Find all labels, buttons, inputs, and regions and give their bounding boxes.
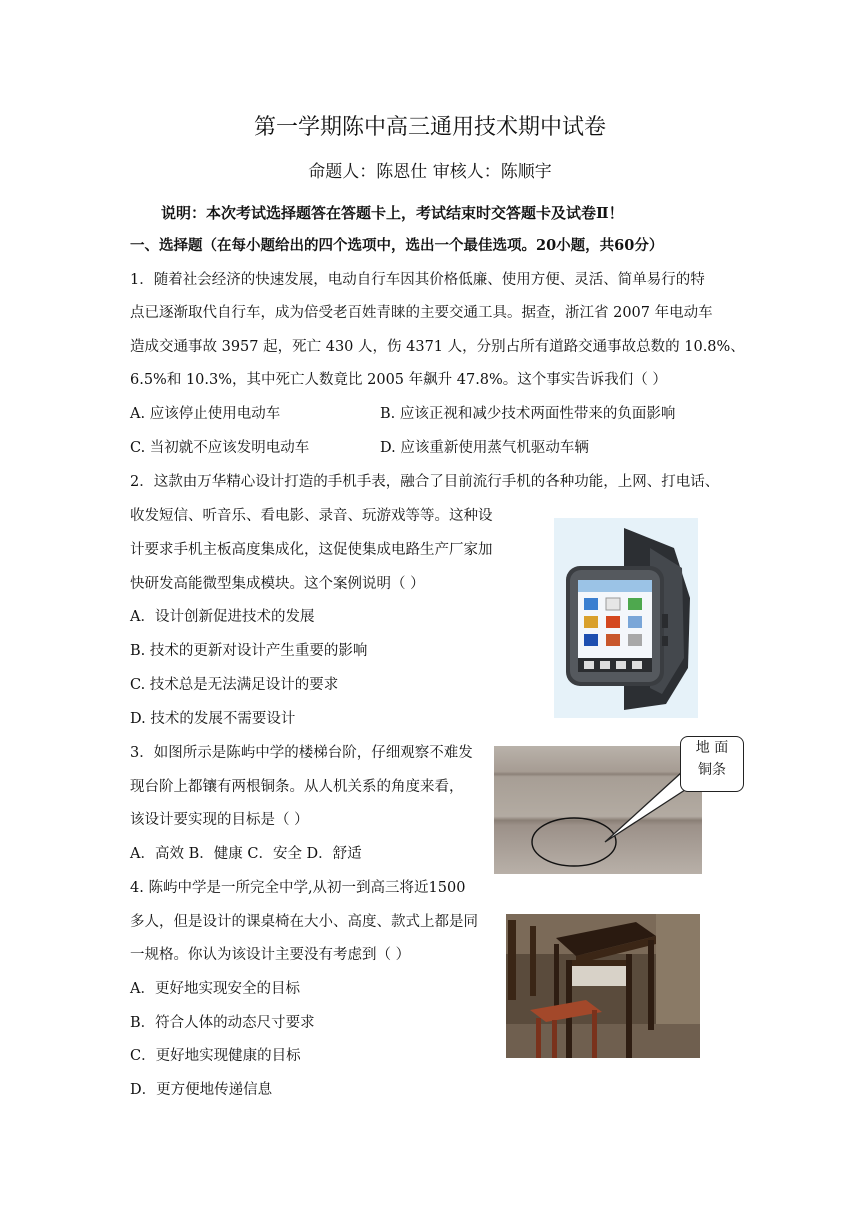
section-heading: 一、选择题（在每小题给出的四个选项中，选出一个最佳选项。20小题，共60分）	[130, 237, 664, 254]
q2-line: 收发短信、听音乐、看电影、录音、玩游戏等等。这种设	[130, 508, 493, 524]
q2-option-c: C. 技术总是无法满足设计的要求	[130, 677, 339, 693]
q4-option-a: A．更好地实现安全的目标	[130, 981, 300, 997]
q3-line: 该设计要实现的目标是（ ）	[130, 812, 309, 828]
q4-option-c: C．更好地实现健康的目标	[130, 1048, 301, 1064]
q2-line: 快研发高能微型集成模块。这个案例说明（ ）	[130, 576, 425, 592]
q1-line: 造成交通事故 3957 起，死亡 430 人，伤 4371 人，分别占所有道路交通事故总数的 10.8%、	[130, 339, 745, 355]
q1-option-a: A. 应该停止使用电动车	[130, 406, 281, 422]
q4-option-d: D．更方便地传递信息	[130, 1082, 273, 1098]
callout-text-line1: 地 面	[695, 740, 729, 756]
q4-line: 一规格。你认为该设计主要没有考虑到（ ）	[130, 947, 411, 963]
q1-line: 1．随着社会经济的快速发展，电动自行车因其价格低廉、使用方便、灵活、简单易行的特	[130, 272, 705, 288]
smartwatch-image	[554, 518, 698, 718]
exam-note: 说明：本次考试选择题答在答题卡上，考试结束时交答题卡及试卷Ⅱ！	[161, 204, 624, 222]
q2-option-d: D. 技术的发展不需要设计	[130, 711, 296, 727]
q4-line: 多人，但是设计的课桌椅在大小、高度、款式上都是同	[130, 914, 478, 930]
q3-line: 3．如图所示是陈屿中学的楼梯台阶，仔细观察不难发	[130, 745, 473, 761]
q4-line: 4. 陈屿中学是一所完全中学,从初一到高三将近1500	[130, 880, 466, 896]
q2-option-b: B. 技术的更新对设计产生重要的影响	[130, 643, 368, 659]
exam-authors: 命题人：陈恩仕 审核人：陈顺宇	[308, 162, 552, 182]
q2-option-a: A．设计创新促进技术的发展	[130, 609, 315, 625]
exam-title: 第一学期陈中高三通用技术期中试卷	[253, 115, 606, 140]
callout-text-line2: 铜条	[698, 762, 726, 778]
q2-line: 2．这款由万华精心设计打造的手机手表，融合了目前流行手机的各种功能，上网、打电话、	[130, 474, 720, 490]
q1-line: 6.5%和 10.3%，其中死亡人数竟比 2005 年飙升 47.8%。这个事实告诉我们（ ）	[130, 372, 667, 388]
floor-copper-strip-callout	[680, 736, 744, 792]
q4-option-b: B．符合人体的动态尺寸要求	[130, 1015, 315, 1031]
q2-line: 计要求手机主板高度集成化，这促使集成电路生产厂家加	[130, 542, 493, 558]
q1-option-c: C. 当初就不应该发明电动车	[130, 440, 310, 456]
q1-option-b: B. 应该正视和减少技术两面性带来的负面影响	[380, 406, 676, 422]
q3-options: A．高效 B．健康 C．安全 D．舒适	[130, 846, 362, 862]
q1-option-d: D. 应该重新使用蒸气机驱动车辆	[380, 440, 589, 456]
q3-line: 现台阶上都镶有两根铜条。从人机关系的角度来看，	[130, 779, 464, 795]
q1-line: 点已逐渐取代自行车，成为倍受老百姓青睐的主要交通工具。据查，浙江省 2007 年电动车	[130, 305, 713, 321]
desk-and-stool-image	[506, 914, 700, 1058]
